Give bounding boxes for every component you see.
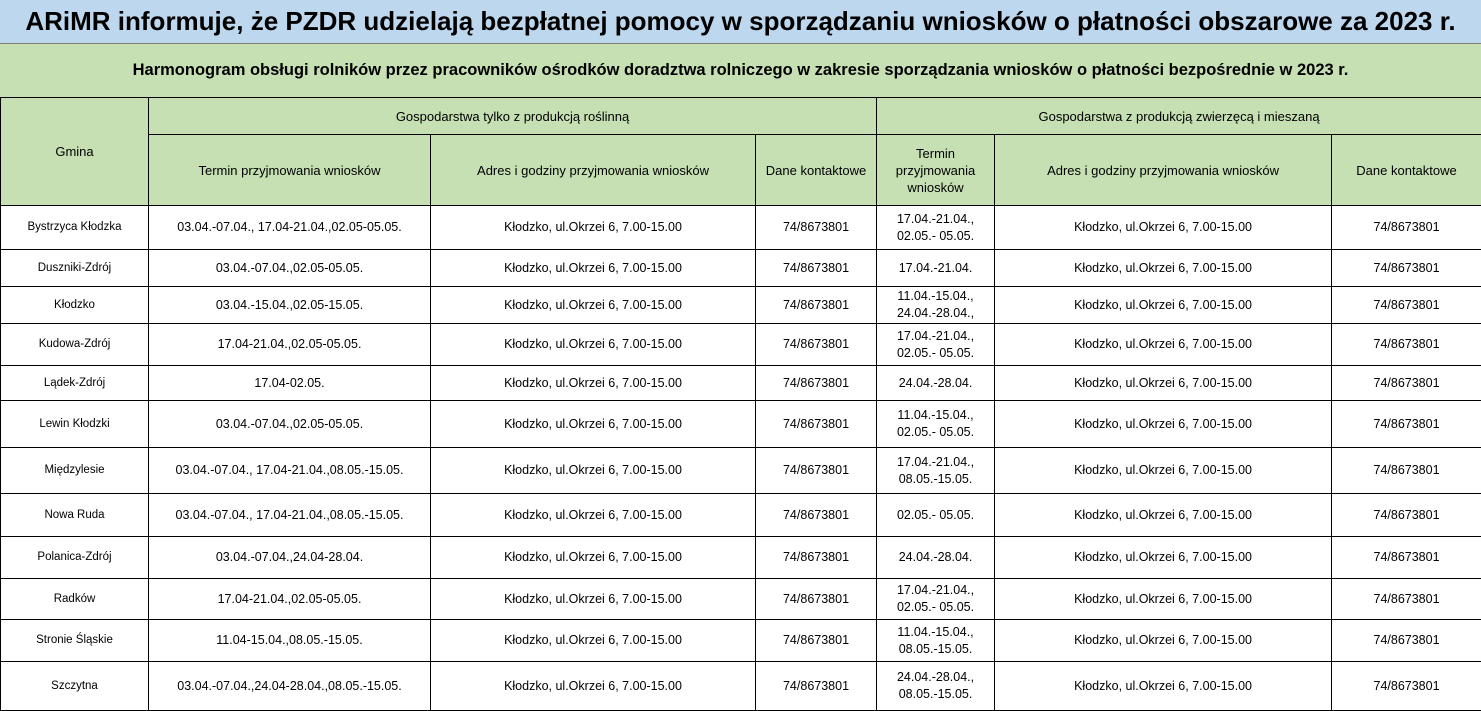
cell-gmina: Kłodzko — [1, 287, 149, 324]
cell-address-animal: Kłodzko, ul.Okrzei 6, 7.00-15.00 — [995, 401, 1332, 448]
cell-term-animal: 24.04.-28.04. — [877, 537, 995, 579]
cell-term-plant: 03.04.-07.04.,24.04-28.04. — [149, 537, 431, 579]
cell-contact-plant: 74/8673801 — [756, 662, 877, 711]
cell-contact-plant: 74/8673801 — [756, 537, 877, 579]
cell-contact-animal: 74/8673801 — [1332, 324, 1481, 366]
cell-contact-plant: 74/8673801 — [756, 287, 877, 324]
table-row — [1, 620, 1481, 662]
cell-term-animal: 17.04.-21.04. — [877, 250, 995, 287]
cell-contact-animal: 74/8673801 — [1332, 448, 1481, 494]
table-row — [1, 206, 1481, 250]
cell-contact-animal: 74/8673801 — [1332, 366, 1481, 401]
group-header-animal: Gospodarstwa z produkcją zwierzęcą i mieszaną — [877, 98, 1481, 135]
cell-contact-plant: 74/8673801 — [756, 401, 877, 448]
cell-address-animal: Kłodzko, ul.Okrzei 6, 7.00-15.00 — [995, 662, 1332, 711]
col-header-term-animal: Termin przyjmowania wniosków — [877, 135, 995, 206]
cell-address-plant: Kłodzko, ul.Okrzei 6, 7.00-15.00 — [431, 366, 756, 401]
cell-address-plant: Kłodzko, ul.Okrzei 6, 7.00-15.00 — [431, 324, 756, 366]
cell-term-animal: 17.04.-21.04., 02.05.- 05.05. — [877, 206, 995, 250]
cell-gmina: Polanica-Zdrój — [1, 537, 149, 579]
cell-address-plant: Kłodzko, ul.Okrzei 6, 7.00-15.00 — [431, 287, 756, 324]
schedule-subtitle: Harmonogram obsługi rolników przez pracowników ośrodków doradztwa rolniczego w zakresie sporządzania wniosków o płatności bezpośrednie w 2023 r. — [0, 44, 1481, 97]
cell-term-plant: 17.04-21.04.,02.05-05.05. — [149, 324, 431, 366]
table-row — [1, 401, 1481, 448]
cell-address-animal: Kłodzko, ul.Okrzei 6, 7.00-15.00 — [995, 324, 1332, 366]
cell-address-plant: Kłodzko, ul.Okrzei 6, 7.00-15.00 — [431, 662, 756, 711]
cell-term-plant: 03.04.-07.04., 17.04-21.04.,08.05.-15.05. — [149, 448, 431, 494]
cell-gmina: Międzylesie — [1, 448, 149, 494]
cell-address-plant: Kłodzko, ul.Okrzei 6, 7.00-15.00 — [431, 537, 756, 579]
cell-term-animal: 17.04.-21.04., 02.05.- 05.05. — [877, 324, 995, 366]
cell-contact-plant: 74/8673801 — [756, 250, 877, 287]
cell-contact-plant: 74/8673801 — [756, 324, 877, 366]
cell-contact-animal: 74/8673801 — [1332, 537, 1481, 579]
cell-contact-animal: 74/8673801 — [1332, 287, 1481, 324]
table-row — [1, 287, 1481, 324]
table-row — [1, 537, 1481, 579]
col-header-contact-animal: Dane kontaktowe — [1332, 135, 1481, 206]
cell-term-plant: 03.04.-07.04., 17.04-21.04.,08.05.-15.05. — [149, 494, 431, 537]
cell-contact-animal: 74/8673801 — [1332, 620, 1481, 662]
cell-gmina: Lewin Kłodzki — [1, 401, 149, 448]
cell-term-plant: 03.04.-15.04.,02.05-15.05. — [149, 287, 431, 324]
table-row — [1, 250, 1481, 287]
cell-address-plant: Kłodzko, ul.Okrzei 6, 7.00-15.00 — [431, 494, 756, 537]
col-header-address-plant: Adres i godziny przyjmowania wniosków — [431, 135, 756, 206]
cell-contact-animal: 74/8673801 — [1332, 662, 1481, 711]
cell-address-animal: Kłodzko, ul.Okrzei 6, 7.00-15.00 — [995, 287, 1332, 324]
cell-term-animal: 11.04.-15.04., 24.04.-28.04., — [877, 287, 995, 324]
cell-address-animal: Kłodzko, ul.Okrzei 6, 7.00-15.00 — [995, 366, 1332, 401]
cell-gmina: Bystrzyca Kłodzka — [1, 206, 149, 250]
col-header-address-animal: Adres i godziny przyjmowania wniosków — [995, 135, 1332, 206]
cell-contact-animal: 74/8673801 — [1332, 494, 1481, 537]
cell-address-animal: Kłodzko, ul.Okrzei 6, 7.00-15.00 — [995, 579, 1332, 620]
cell-address-plant: Kłodzko, ul.Okrzei 6, 7.00-15.00 — [431, 250, 756, 287]
cell-term-plant: 17.04-21.04.,02.05-05.05. — [149, 579, 431, 620]
cell-term-plant: 03.04.-07.04.,02.05-05.05. — [149, 250, 431, 287]
cell-gmina: Nowa Ruda — [1, 494, 149, 537]
table-row — [1, 494, 1481, 537]
cell-address-plant: Kłodzko, ul.Okrzei 6, 7.00-15.00 — [431, 448, 756, 494]
table-body — [1, 206, 1481, 711]
cell-address-plant: Kłodzko, ul.Okrzei 6, 7.00-15.00 — [431, 579, 756, 620]
cell-gmina: Kudowa-Zdrój — [1, 324, 149, 366]
cell-contact-plant: 74/8673801 — [756, 448, 877, 494]
cell-address-animal: Kłodzko, ul.Okrzei 6, 7.00-15.00 — [995, 620, 1332, 662]
page-title: ARiMR informuje, że PZDR udzielają bezpłatnej pomocy w sporządzaniu wniosków o płatności obszarowe za 2023 r. — [0, 0, 1481, 44]
cell-term-animal: 02.05.- 05.05. — [877, 494, 995, 537]
cell-contact-animal: 74/8673801 — [1332, 206, 1481, 250]
table-row — [1, 366, 1481, 401]
cell-address-animal: Kłodzko, ul.Okrzei 6, 7.00-15.00 — [995, 250, 1332, 287]
table-row — [1, 662, 1481, 711]
col-header-gmina: Gmina — [1, 98, 149, 206]
cell-gmina: Duszniki-Zdrój — [1, 250, 149, 287]
cell-term-plant: 03.04.-07.04.,02.05-05.05. — [149, 401, 431, 448]
cell-term-animal: 24.04.-28.04., 08.05.-15.05. — [877, 662, 995, 711]
cell-contact-plant: 74/8673801 — [756, 494, 877, 537]
col-header-contact-plant: Dane kontaktowe — [756, 135, 877, 206]
col-header-term-plant: Termin przyjmowania wniosków — [149, 135, 431, 206]
cell-contact-plant: 74/8673801 — [756, 206, 877, 250]
cell-gmina: Szczytna — [1, 662, 149, 711]
cell-term-animal: 17.04.-21.04., 08.05.-15.05. — [877, 448, 995, 494]
cell-term-plant: 17.04-02.05. — [149, 366, 431, 401]
cell-term-animal: 11.04.-15.04., 08.05.-15.05. — [877, 620, 995, 662]
cell-address-animal: Kłodzko, ul.Okrzei 6, 7.00-15.00 — [995, 448, 1332, 494]
table-header — [1, 98, 1481, 206]
cell-term-animal: 17.04.-21.04., 02.05.- 05.05. — [877, 579, 995, 620]
cell-term-plant: 03.04.-07.04.,24.04-28.04.,08.05.-15.05. — [149, 662, 431, 711]
table-row — [1, 579, 1481, 620]
cell-contact-plant: 74/8673801 — [756, 366, 877, 401]
cell-address-animal: Kłodzko, ul.Okrzei 6, 7.00-15.00 — [995, 206, 1332, 250]
cell-contact-plant: 74/8673801 — [756, 579, 877, 620]
cell-gmina: Radków — [1, 579, 149, 620]
cell-address-plant: Kłodzko, ul.Okrzei 6, 7.00-15.00 — [431, 401, 756, 448]
cell-contact-animal: 74/8673801 — [1332, 250, 1481, 287]
cell-gmina: Lądek-Zdrój — [1, 366, 149, 401]
table-row — [1, 448, 1481, 494]
cell-term-plant: 03.04.-07.04., 17.04-21.04.,02.05-05.05. — [149, 206, 431, 250]
cell-contact-animal: 74/8673801 — [1332, 579, 1481, 620]
cell-address-plant: Kłodzko, ul.Okrzei 6, 7.00-15.00 — [431, 206, 756, 250]
cell-term-animal: 11.04.-15.04., 02.05.- 05.05. — [877, 401, 995, 448]
cell-address-plant: Kłodzko, ul.Okrzei 6, 7.00-15.00 — [431, 620, 756, 662]
cell-contact-plant: 74/8673801 — [756, 620, 877, 662]
cell-gmina: Stronie Śląskie — [1, 620, 149, 662]
group-header-plant: Gospodarstwa tylko z produkcją roślinną — [149, 98, 877, 135]
schedule-table — [0, 97, 1481, 711]
cell-term-plant: 11.04-15.04.,08.05.-15.05. — [149, 620, 431, 662]
cell-term-animal: 24.04.-28.04. — [877, 366, 995, 401]
cell-address-animal: Kłodzko, ul.Okrzei 6, 7.00-15.00 — [995, 537, 1332, 579]
table-row — [1, 324, 1481, 366]
cell-address-animal: Kłodzko, ul.Okrzei 6, 7.00-15.00 — [995, 494, 1332, 537]
cell-contact-animal: 74/8673801 — [1332, 401, 1481, 448]
